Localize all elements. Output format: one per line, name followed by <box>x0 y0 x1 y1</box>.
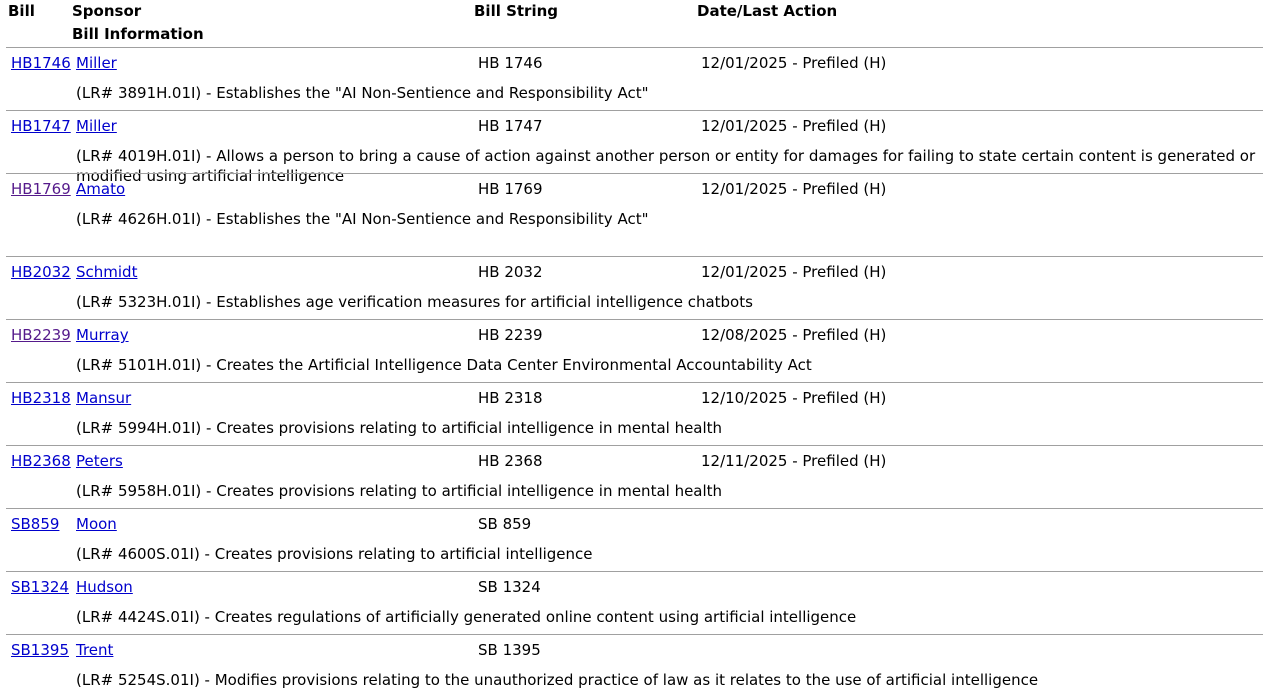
table-row <box>6 571 1263 634</box>
date-last-action: 12/01/2025 - Prefiled (H) <box>701 180 887 198</box>
table-row <box>6 256 1263 319</box>
column-header-date-last-action: Date/Last Action <box>697 2 838 20</box>
date-last-action: 12/01/2025 - Prefiled (H) <box>701 117 887 135</box>
date-last-action: 12/01/2025 - Prefiled (H) <box>701 54 887 72</box>
bill-description: (LR# 4019H.01I) - Allows a person to bring a cause of action against another person or entity for damages for failing to state certain content is generated or modified using artificial intelligence <box>76 147 1256 185</box>
table-row <box>6 382 1263 445</box>
bill-description: (LR# 5994H.01I) - Creates provisions relating to artificial intelligence in mental health <box>76 419 723 437</box>
bill-string: HB 1747 <box>478 117 543 135</box>
sponsor-link[interactable]: Miller <box>76 54 117 72</box>
column-header-bill: Bill <box>8 2 35 20</box>
bill-string: HB 2239 <box>478 326 543 344</box>
bill-link[interactable]: HB2318 <box>11 389 71 407</box>
table-row <box>6 508 1263 571</box>
bill-string: HB 2318 <box>478 389 543 407</box>
sponsor-link[interactable]: Moon <box>76 515 117 533</box>
bill-description: (LR# 5254S.01I) - Modifies provisions relating to the unauthorized practice of law as it relates to the use of artificial intelligence <box>76 671 1039 689</box>
bill-table <box>6 47 1263 697</box>
column-header-bill-info: Bill Information <box>72 25 204 43</box>
date-last-action: 12/01/2025 - Prefiled (H) <box>701 263 887 281</box>
bill-link[interactable]: HB2368 <box>11 452 71 470</box>
sponsor-link[interactable]: Murray <box>76 326 129 344</box>
bill-string: SB 859 <box>478 515 532 533</box>
bill-link[interactable]: HB1769 <box>11 180 71 198</box>
bill-description: (LR# 4424S.01I) - Creates regulations of artificially generated online content using artificial intelligence <box>76 608 857 626</box>
bill-description: (LR# 5101H.01I) - Creates the Artificial Intelligence Data Center Environmental Accountability Act <box>76 356 812 374</box>
bill-string: HB 2368 <box>478 452 543 470</box>
date-last-action: 12/10/2025 - Prefiled (H) <box>701 389 887 407</box>
sponsor-link[interactable]: Hudson <box>76 578 133 596</box>
bill-description: (LR# 5323H.01I) - Establishes age verification measures for artificial intelligence chatbots <box>76 293 753 311</box>
bill-link[interactable]: SB1395 <box>11 641 69 659</box>
table-header <box>0 0 1267 47</box>
table-row <box>6 47 1263 110</box>
bill-link[interactable]: SB859 <box>11 515 60 533</box>
bill-description: (LR# 5958H.01I) - Creates provisions relating to artificial intelligence in mental health <box>76 482 723 500</box>
bill-string: SB 1395 <box>478 641 541 659</box>
column-header-sponsor: Sponsor <box>72 2 142 20</box>
sponsor-link[interactable]: Mansur <box>76 389 132 407</box>
sponsor-link[interactable]: Peters <box>76 452 123 470</box>
bill-string: HB 2032 <box>478 263 543 281</box>
bill-link[interactable]: SB1324 <box>11 578 69 596</box>
column-header-bill-string: Bill String <box>474 2 559 20</box>
sponsor-link[interactable]: Amato <box>76 180 126 198</box>
sponsor-link[interactable]: Miller <box>76 117 117 135</box>
table-row <box>6 319 1263 382</box>
table-row <box>6 173 1263 256</box>
table-row <box>6 634 1263 697</box>
bill-link[interactable]: HB2032 <box>11 263 71 281</box>
bill-description: (LR# 3891H.01I) - Establishes the "AI Non-Sentience and Responsibility Act" <box>76 84 649 102</box>
bill-link[interactable]: HB1747 <box>11 117 71 135</box>
bill-string: HB 1746 <box>478 54 543 72</box>
table-row <box>6 445 1263 508</box>
bill-string: HB 1769 <box>478 180 543 198</box>
sponsor-link[interactable]: Schmidt <box>76 263 138 281</box>
table-row <box>6 110 1263 185</box>
date-last-action: 12/11/2025 - Prefiled (H) <box>701 452 887 470</box>
date-last-action: 12/08/2025 - Prefiled (H) <box>701 326 887 344</box>
bill-string: SB 1324 <box>478 578 541 596</box>
bill-description: (LR# 4600S.01I) - Creates provisions relating to artificial intelligence <box>76 545 593 563</box>
bill-link[interactable]: HB1746 <box>11 54 71 72</box>
sponsor-link[interactable]: Trent <box>76 641 114 659</box>
bill-description: (LR# 4626H.01I) - Establishes the "AI Non-Sentience and Responsibility Act" <box>76 210 649 228</box>
bill-link[interactable]: HB2239 <box>11 326 71 344</box>
